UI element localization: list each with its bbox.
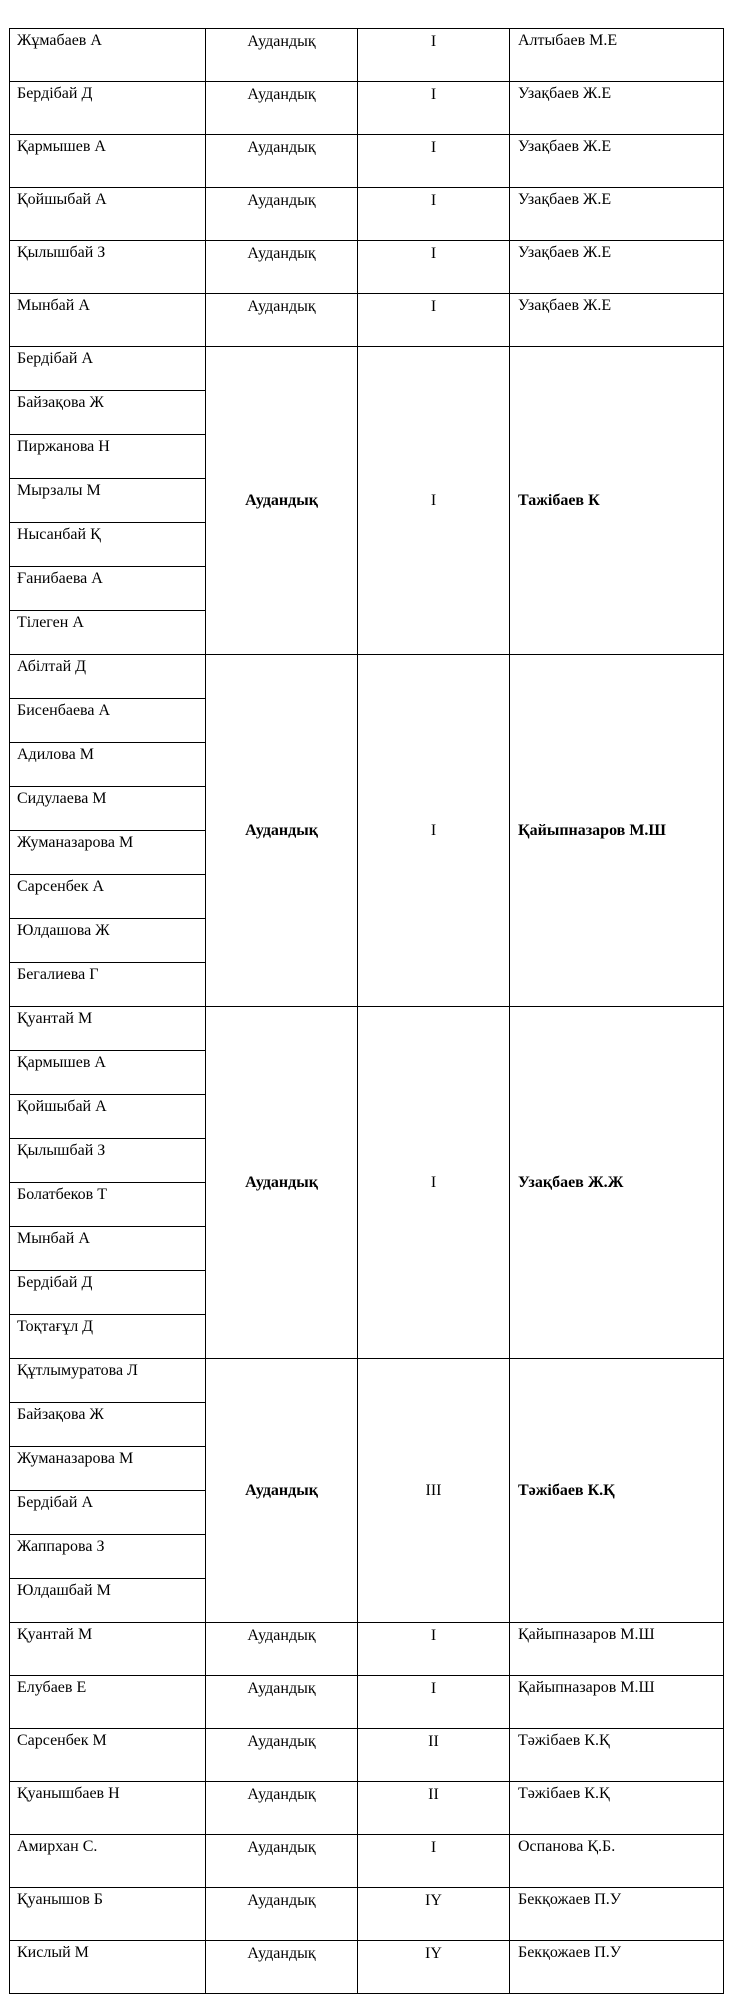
place-cell: I [358, 1007, 510, 1359]
table-row [10, 1359, 724, 1403]
student-name-cell: Мынбай А [10, 1227, 206, 1271]
table-row [10, 294, 724, 347]
competition-level-cell: Аудандық [206, 294, 358, 347]
student-name-cell: Қармышев А [10, 1051, 206, 1095]
student-name-cell: Бисенбаева А [10, 699, 206, 743]
teacher-name-cell: Алтыбаев М.Е [510, 29, 724, 82]
results-table-body [10, 29, 724, 1994]
competition-level-cell: Аудандық [206, 82, 358, 135]
place-cell: I [358, 347, 510, 655]
table-row [10, 1623, 724, 1676]
student-name-cell: Қылышбай З [10, 1139, 206, 1183]
student-name-cell: Кислый М [10, 1941, 206, 1994]
student-name-cell: Қойшыбай А [10, 1095, 206, 1139]
student-name-cell: Бегалиева Г [10, 963, 206, 1007]
student-name-cell: Пиржанова Н [10, 435, 206, 479]
student-name-cell: Тілеген А [10, 611, 206, 655]
student-name-cell: Сарсенбек А [10, 875, 206, 919]
table-row [10, 188, 724, 241]
teacher-name-cell: Тәжібаев К.Қ [510, 1782, 724, 1835]
student-name-cell: Тоқтағұл Д [10, 1315, 206, 1359]
student-name-cell: Бердібай Д [10, 82, 206, 135]
competition-level-cell: Аудандық [206, 1007, 358, 1359]
competition-level-cell: Аудандық [206, 241, 358, 294]
student-name-cell: Жуманазарова М [10, 1447, 206, 1491]
place-cell: IY [358, 1941, 510, 1994]
teacher-name-cell: Узақбаев Ж.Е [510, 82, 724, 135]
table-row [10, 1835, 724, 1888]
student-name-cell: Бердібай Д [10, 1271, 206, 1315]
student-name-cell: Байзақова Ж [10, 391, 206, 435]
student-name-cell: Құтлымуратова Л [10, 1359, 206, 1403]
competition-level-cell: Аудандық [206, 1676, 358, 1729]
student-name-cell: Амирхан С. [10, 1835, 206, 1888]
competition-level-cell: Аудандық [206, 655, 358, 1007]
place-cell: I [358, 294, 510, 347]
student-name-cell: Абілтай Д [10, 655, 206, 699]
student-name-cell: Мынбай А [10, 294, 206, 347]
competition-level-cell: Аудандық [206, 1782, 358, 1835]
student-name-cell: Жуманазарова М [10, 831, 206, 875]
table-row [10, 82, 724, 135]
student-name-cell: Қармышев А [10, 135, 206, 188]
competition-level-cell: Аудандық [206, 29, 358, 82]
table-row [10, 1729, 724, 1782]
student-name-cell: Болатбеков Т [10, 1183, 206, 1227]
student-name-cell: Қуанышбаев Н [10, 1782, 206, 1835]
student-name-cell: Ғанибаева А [10, 567, 206, 611]
student-name-cell: Мырзалы М [10, 479, 206, 523]
student-name-cell: Юлдашова Ж [10, 919, 206, 963]
competition-level-cell: Аудандық [206, 1359, 358, 1623]
place-cell: I [358, 135, 510, 188]
student-name-cell: Қуанышов Б [10, 1888, 206, 1941]
teacher-name-cell: Узақбаев Ж.Е [510, 241, 724, 294]
table-row [10, 1676, 724, 1729]
table-row [10, 347, 724, 391]
table-row [10, 135, 724, 188]
place-cell: I [358, 188, 510, 241]
table-row [10, 1782, 724, 1835]
competition-level-cell: Аудандық [206, 1623, 358, 1676]
teacher-name-cell: Узақбаев Ж.Е [510, 188, 724, 241]
place-cell: I [358, 1835, 510, 1888]
place-cell: I [358, 1676, 510, 1729]
student-name-cell: Сарсенбек М [10, 1729, 206, 1782]
place-cell: III [358, 1359, 510, 1623]
student-name-cell: Байзақова Ж [10, 1403, 206, 1447]
place-cell: I [358, 1623, 510, 1676]
table-row [10, 241, 724, 294]
student-name-cell: Бердібай А [10, 1491, 206, 1535]
teacher-name-cell: Тажібаев К [510, 347, 724, 655]
table-row [10, 29, 724, 82]
teacher-name-cell: Узақбаев Ж.Е [510, 135, 724, 188]
place-cell: IY [358, 1888, 510, 1941]
student-name-cell: Юлдашбай М [10, 1579, 206, 1623]
student-name-cell: Қуантай М [10, 1623, 206, 1676]
student-name-cell: Жаппарова З [10, 1535, 206, 1579]
place-cell: I [358, 29, 510, 82]
table-row [10, 1007, 724, 1051]
student-name-cell: Адилова М [10, 743, 206, 787]
competition-level-cell: Аудандық [206, 135, 358, 188]
student-name-cell: Елубаев Е [10, 1676, 206, 1729]
teacher-name-cell: Узақбаев Ж.Е [510, 294, 724, 347]
results-table [9, 28, 724, 1994]
student-name-cell: Қойшыбай А [10, 188, 206, 241]
student-name-cell: Жұмабаев А [10, 29, 206, 82]
student-name-cell: Қылышбай З [10, 241, 206, 294]
teacher-name-cell: Қайыпназаров М.Ш [510, 655, 724, 1007]
competition-level-cell: Аудандық [206, 188, 358, 241]
teacher-name-cell: Тәжібаев К.Қ [510, 1359, 724, 1623]
table-row [10, 1941, 724, 1994]
competition-level-cell: Аудандық [206, 1835, 358, 1888]
place-cell: II [358, 1729, 510, 1782]
student-name-cell: Нысанбай Қ [10, 523, 206, 567]
teacher-name-cell: Қайыпназаров М.Ш [510, 1676, 724, 1729]
teacher-name-cell: Оспанова Қ.Б. [510, 1835, 724, 1888]
place-cell: I [358, 241, 510, 294]
teacher-name-cell: Узақбаев Ж.Ж [510, 1007, 724, 1359]
teacher-name-cell: Қайыпназаров М.Ш [510, 1623, 724, 1676]
student-name-cell: Бердібай А [10, 347, 206, 391]
student-name-cell: Қуантай М [10, 1007, 206, 1051]
competition-level-cell: Аудандық [206, 1941, 358, 1994]
teacher-name-cell: Тәжібаев К.Қ [510, 1729, 724, 1782]
place-cell: II [358, 1782, 510, 1835]
place-cell: I [358, 655, 510, 1007]
competition-level-cell: Аудандық [206, 1888, 358, 1941]
competition-level-cell: Аудандық [206, 1729, 358, 1782]
teacher-name-cell: Бекқожаев П.У [510, 1888, 724, 1941]
teacher-name-cell: Бекқожаев П.У [510, 1941, 724, 1994]
table-row [10, 1888, 724, 1941]
place-cell: I [358, 82, 510, 135]
table-row [10, 655, 724, 699]
competition-level-cell: Аудандық [206, 347, 358, 655]
student-name-cell: Сидулаева М [10, 787, 206, 831]
